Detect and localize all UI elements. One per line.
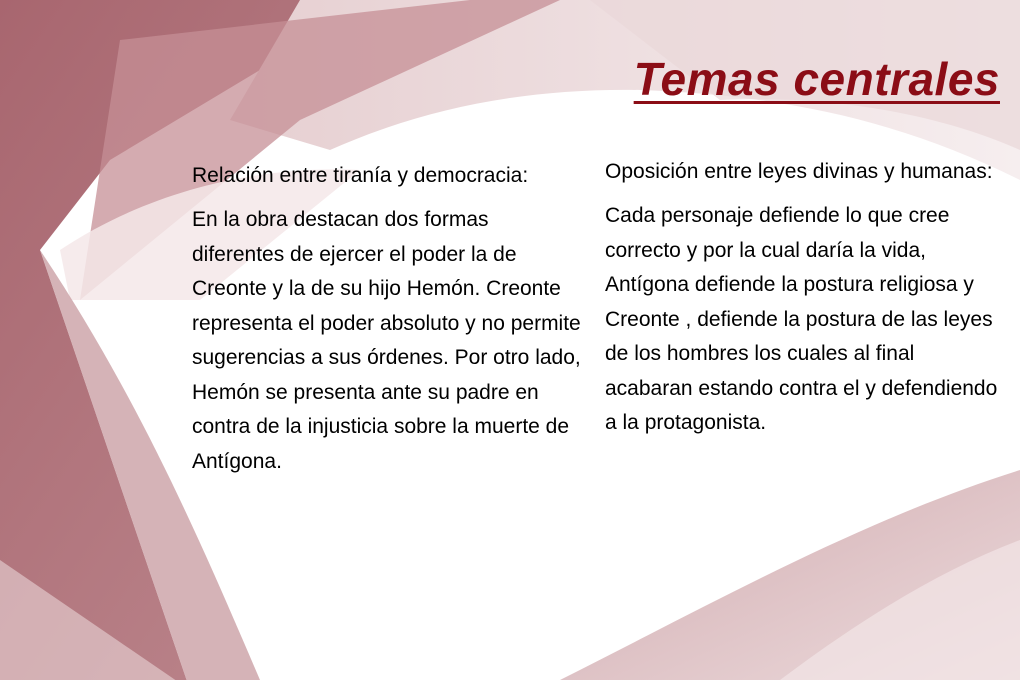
left-column <box>192 163 582 479</box>
left-column-body: En la obra destacan dos formas diferentes de ejercer el poder la de Creonte y la de su hijo Hemón. Creonte representa el poder absoluto y no permite sugerencias a sus órdenes. Por otro lado, Hemón se presenta ante su padre en contra de la injusticia sobre la muerte de Antígona. <box>192 208 581 473</box>
right-column-heading: Oposición entre leyes divinas y humanas: <box>605 160 993 183</box>
left-column-heading: Relación entre tiranía y democracia: <box>192 164 529 187</box>
right-column <box>605 159 1000 441</box>
right-column-body: Cada personaje defiende lo que cree correcto y por la cual daría la vida, Antígona defiende la postura religiosa y Creonte , defiende la postura de las leyes de los hombres los cuales al final acabaran estando contra el y defendiendo a la protagonista. <box>605 204 998 434</box>
slide-title: Temas centrales <box>633 53 1000 105</box>
